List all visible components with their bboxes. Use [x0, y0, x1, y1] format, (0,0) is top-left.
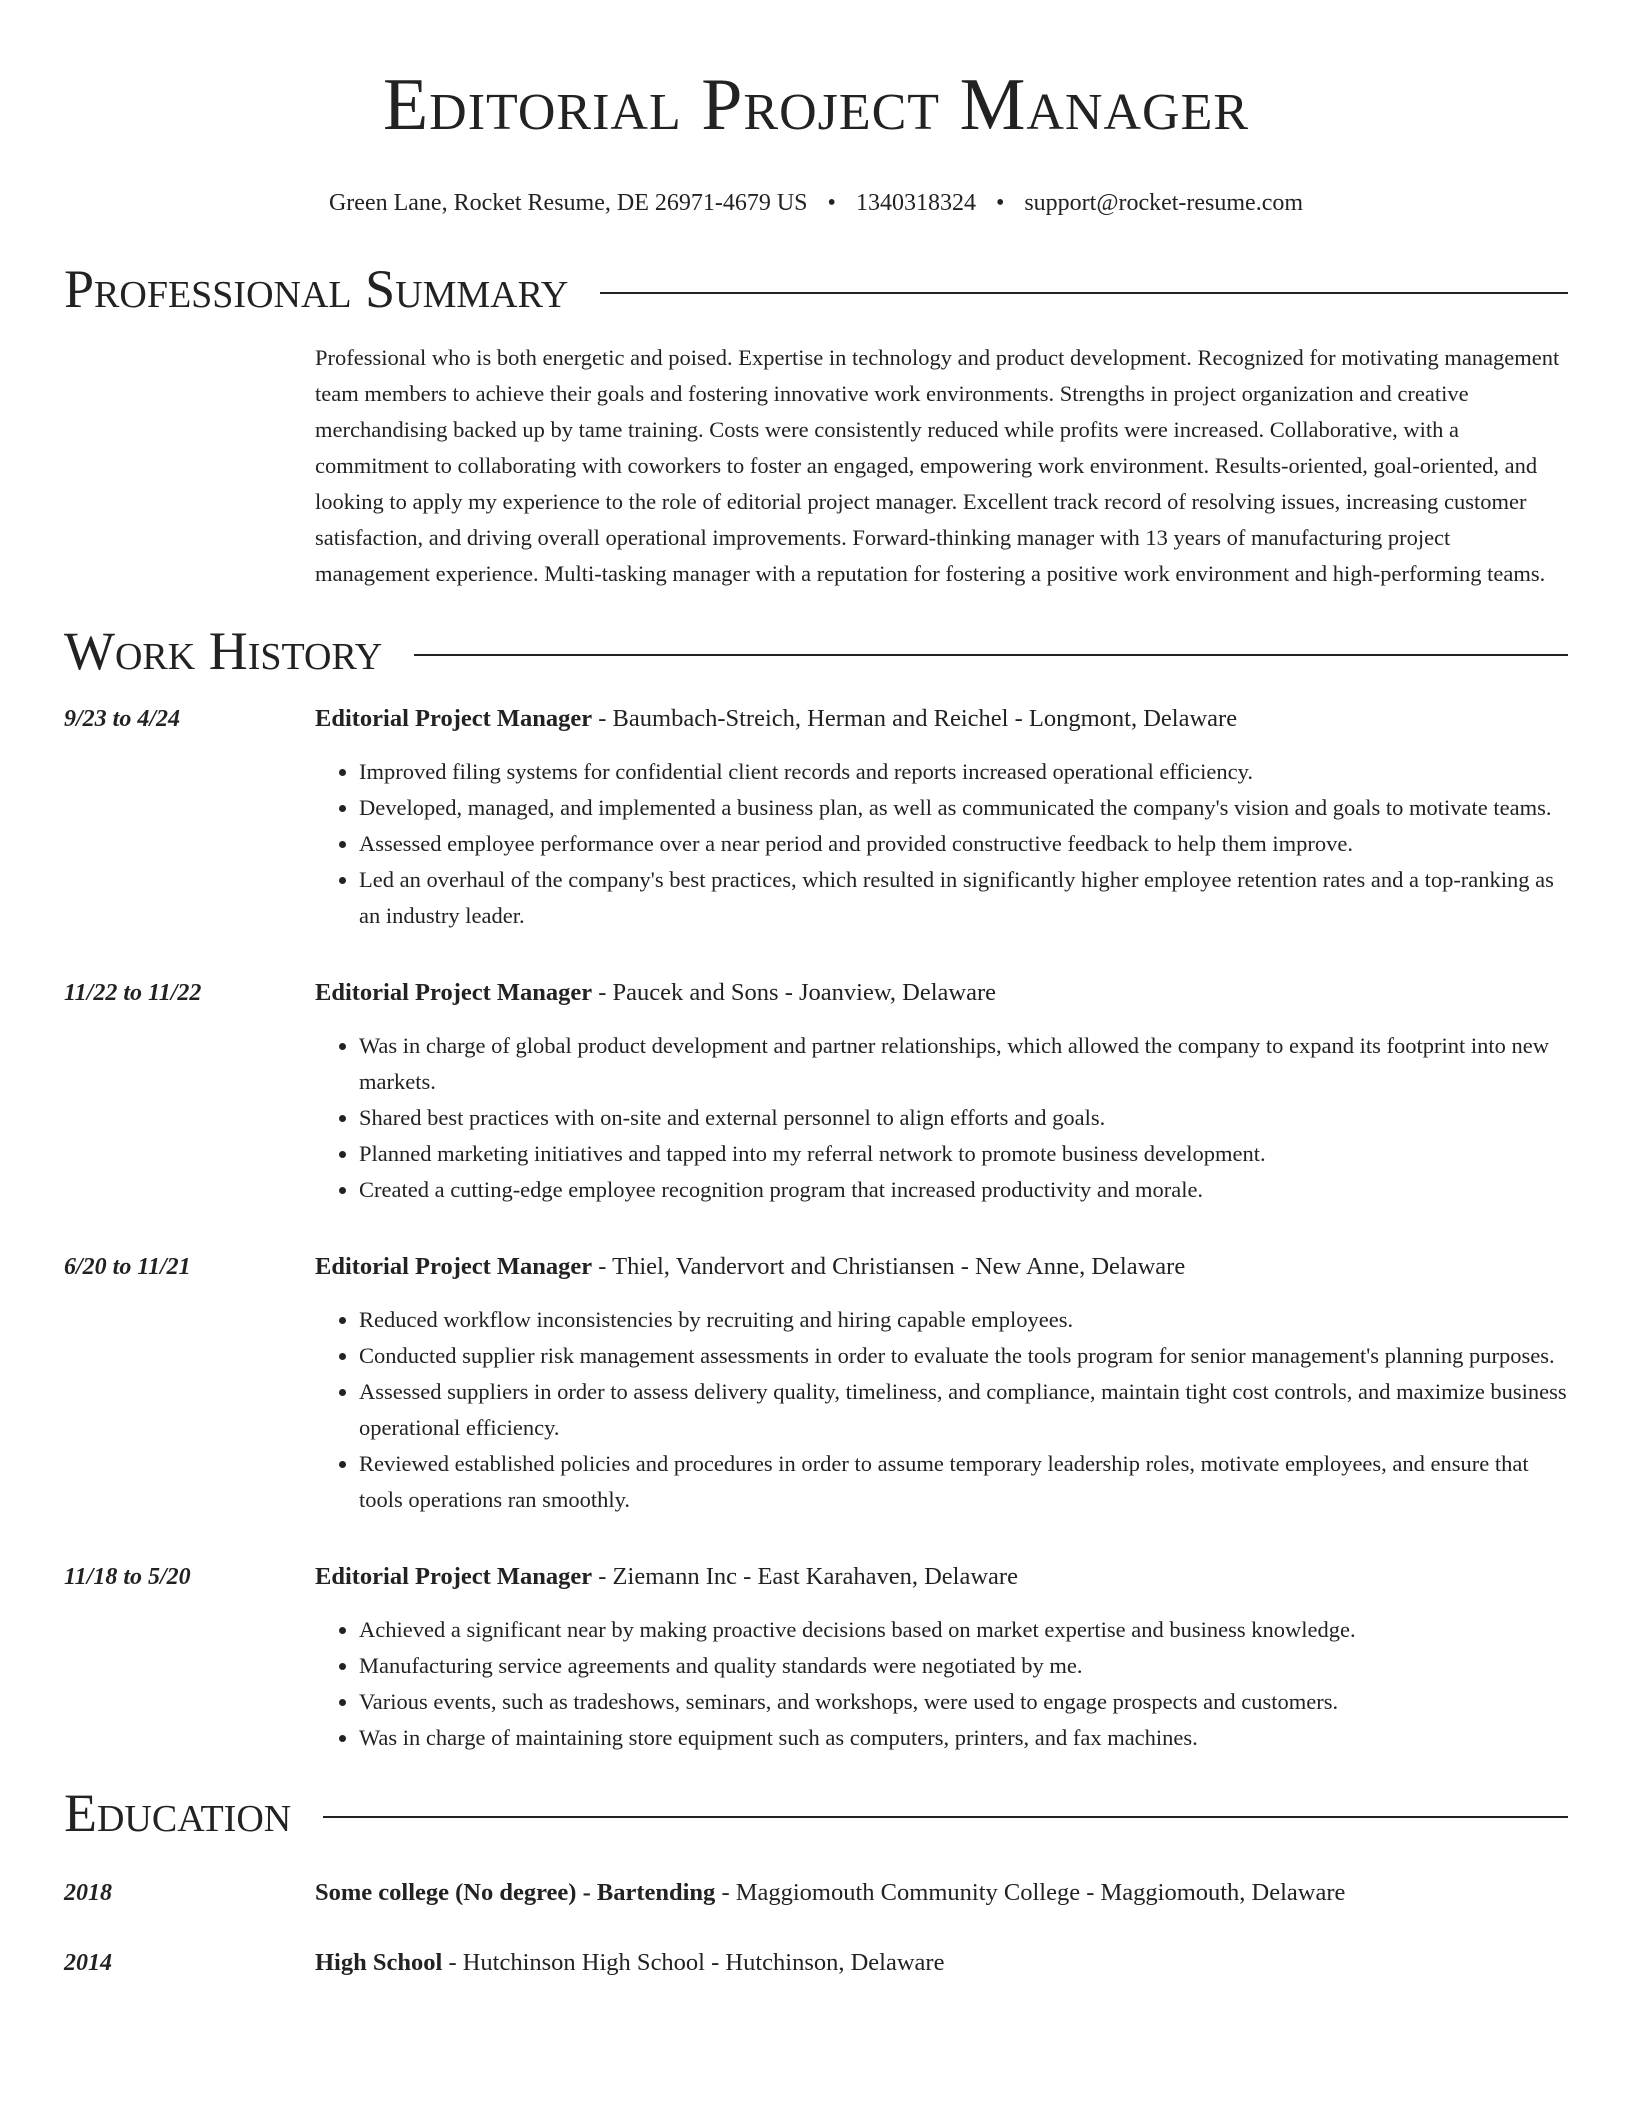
education-year: 2018: [64, 1880, 112, 1906]
job-employer: - Ziemann Inc - East Karahaven, Delaware: [592, 1563, 1018, 1590]
job-bullet: • Planned marketing initiatives and tapped into my referral network to promote business development.: [359, 1136, 1568, 1172]
summary-heading: Professional Summary: [64, 259, 569, 319]
job-title-line: [315, 702, 1568, 736]
job-bullet: • Was in charge of global product development and partner relationships, which allowed the company to expand its footprint into new markets.: [359, 1028, 1568, 1100]
education-entry: [64, 1876, 1568, 1910]
education-section-header: [64, 1782, 1568, 1844]
education-body: [315, 1946, 1568, 1980]
section-divider: [414, 654, 1568, 656]
job-dates: 11/18 to 5/20: [64, 1564, 191, 1590]
education-school: - Maggiomouth Community College - Maggiomouth, Delaware: [715, 1879, 1346, 1906]
job-bullet: • Various events, such as tradeshows, seminars, and workshops, were used to engage prospects and customers.: [359, 1684, 1568, 1720]
job-bullet: • Reduced workflow inconsistencies by recruiting and hiring capable employees.: [359, 1302, 1568, 1338]
job-bullet: • Reviewed established policies and procedures in order to assume temporary leadership roles, motivate employees, and ensure that tools operations ran smoothly.: [359, 1446, 1568, 1518]
job-title: Editorial Project Manager: [315, 1253, 593, 1280]
education-degree: Some college (No degree) - Bartending: [315, 1879, 716, 1906]
job-bullet: • Developed, managed, and implemented a business plan, as well as communicated the company's vision and goals to motivate teams.: [359, 790, 1568, 826]
job-bullet: • Improved filing systems for confidential client records and reports increased operational efficiency.: [359, 754, 1568, 790]
education-body: [315, 1876, 1568, 1910]
education-year: 2014: [64, 1950, 112, 1976]
job-bullet: • Assessed suppliers in order to assess delivery quality, timeliness, and compliance, maintain tight cost controls, and maximize business operational efficiency.: [359, 1374, 1568, 1446]
job-dates: 6/20 to 11/21: [64, 1254, 191, 1280]
job-dates: 11/22 to 11/22: [64, 980, 202, 1006]
job-title-line: [315, 1560, 1568, 1594]
contact-separator: •: [827, 190, 836, 216]
contact-address: Green Lane, Rocket Resume, DE 26971-4679 US: [328, 190, 808, 216]
job-bullet: • Led an overhaul of the company's best practices, which resulted in significantly higher employee retention rates and a top-ranking as an industry leader.: [359, 862, 1568, 934]
work-history-list: [64, 702, 1568, 1756]
job-entry: [64, 1250, 1568, 1518]
job-body: [315, 702, 1568, 934]
education-heading: Education: [64, 1783, 292, 1843]
education-line: [315, 1946, 1568, 1980]
job-entry: [64, 702, 1568, 934]
education-school: - Hutchinson High School - Hutchinson, Delaware: [442, 1949, 945, 1976]
job-bullets: [315, 1302, 1568, 1518]
job-entry: [64, 1560, 1568, 1756]
contact-separator: •: [995, 190, 1005, 216]
job-title: Editorial Project Manager: [315, 705, 593, 732]
job-bullet: • Assessed employee performance over a near period and provided constructive feedback to help them improve.: [359, 826, 1568, 862]
job-bullet: • Manufacturing service agreements and quality standards were negotiated by me.: [359, 1648, 1568, 1684]
job-title-line: [315, 976, 1568, 1010]
section-divider: [323, 1816, 1568, 1818]
contact-phone: 1340318324: [855, 190, 976, 216]
education-degree: High School: [315, 1949, 443, 1976]
contact-line: [64, 188, 1568, 218]
summary-text: Professional who is both energetic and poised. Expertise in technology and product development. Recognized for motivating management team members to achieve their goals and fostering innovative work environments. Strengths in project organization and creative merchandising backed up by tame training. Costs were consistently reduced while profits were increased. Collaborative, with a commitment to collaborating with coworkers to foster an engaged, empowering work environment. Results-oriented, goal-oriented, and looking to apply my experience to the role of editorial project manager. Excellent track record of resolving issues, increasing customer satisfaction, and driving overall operational improvements. Forward-thinking manager with 13 years of manufacturing project management experience. Multi-tasking manager with a reputation for fostering a positive work environment and high-performing teams.: [315, 345, 1560, 586]
job-bullets: [315, 754, 1568, 934]
job-bullet: • Conducted supplier risk management assessments in order to evaluate the tools program for senior management's planning purposes.: [359, 1338, 1568, 1374]
education-line: [315, 1876, 1568, 1910]
job-bullets: [315, 1612, 1568, 1756]
education-entry: [64, 1946, 1568, 1980]
job-dates: 9/23 to 4/24: [64, 706, 181, 732]
job-body: [315, 1560, 1568, 1756]
job-bullet: • Shared best practices with on-site and external personnel to align efforts and goals.: [359, 1100, 1568, 1136]
job-bullet: • Was in charge of maintaining store equipment such as computers, printers, and fax machines.: [359, 1720, 1568, 1756]
summary-section-header: [64, 258, 1568, 320]
job-title: Editorial Project Manager: [315, 1563, 593, 1590]
job-bullet: • Created a cutting-edge employee recognition program that increased productivity and morale.: [359, 1172, 1568, 1208]
job-entry: [64, 976, 1568, 1208]
resume-page: [64, 0, 1568, 1980]
job-employer: - Baumbach-Streich, Herman and Reichel - Longmont, Delaware: [592, 705, 1238, 732]
work-section-header: [64, 620, 1568, 682]
job-employer: - Paucek and Sons - Joanview, Delaware: [592, 979, 997, 1006]
work-heading: Work History: [64, 621, 383, 681]
contact-email: support@rocket-resume.com: [1024, 190, 1304, 216]
job-bullets: [315, 1028, 1568, 1208]
education-list: [64, 1876, 1568, 1980]
job-title-line: [315, 1250, 1568, 1284]
job-body: [315, 1250, 1568, 1518]
job-bullet: • Achieved a significant near by making proactive decisions based on market expertise and business knowledge.: [359, 1612, 1568, 1648]
job-employer: - Thiel, Vandervort and Christiansen - New Anne, Delaware: [592, 1253, 1186, 1280]
section-divider: [600, 292, 1568, 294]
job-body: [315, 976, 1568, 1208]
job-title: Editorial Project Manager: [315, 979, 593, 1006]
resume-name: Editorial Project Manager: [382, 64, 1250, 146]
